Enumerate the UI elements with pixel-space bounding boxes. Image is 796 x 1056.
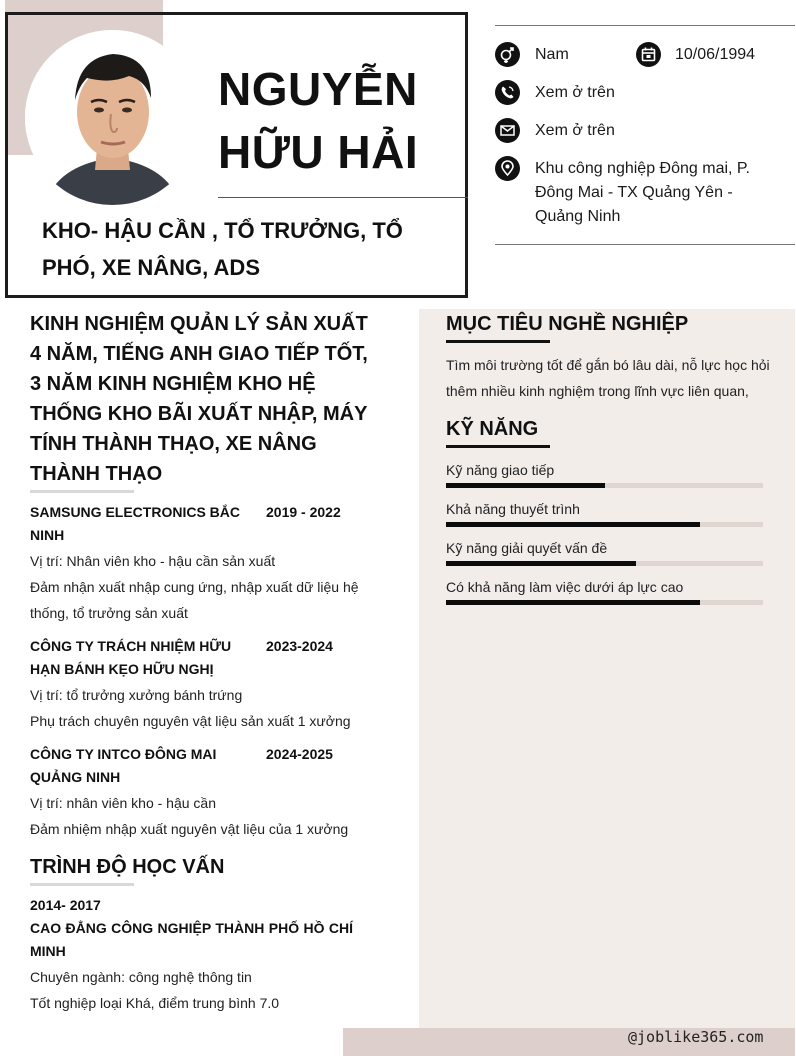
skill-bar-track [446,522,763,527]
job-line: Phụ trách chuyên nguyên vật liệu sản xuất 1 xưởng [30,713,351,729]
name-divider [218,197,468,198]
objective-text: Tìm môi trường tốt để gắn bó lâu dài, nỗ lực học hỏi thêm nhiều kinh nghiệm trong lĩnh vực liên quan, [446,357,770,399]
skill-bar-fill [446,522,700,527]
job-line: Vị trí: tổ trưởng xưởng bánh trứng [30,687,243,703]
skill-label: Khả năng thuyết trình [446,501,580,517]
skills-underline [446,445,550,448]
location-icon [495,156,520,181]
avatar-portrait [25,30,200,205]
gender-icon [495,42,520,67]
education-result: Tốt nghiệp loại Khá, điểm trung bình 7.0 [30,995,280,1011]
phone-value: Xem ở trên [535,84,615,101]
job-line: Đảm nhiệm nhập xuất nguyên vật liệu của 1 xưởng [30,821,349,837]
skill-label: Kỹ năng giao tiếp [446,462,555,478]
job-period: 2019 - 2022 [266,504,341,520]
education-period: 2014- 2017 [30,897,101,913]
birthday-value: 10/06/1994 [675,46,756,63]
job-line: Vị trí: Nhân viên kho - hậu cần sản xuất [30,553,276,569]
job-period: 2023-2024 [266,638,333,654]
watermark: @joblike365.com [628,1028,764,1046]
skill-bar-track [446,561,763,566]
job-company: CÔNG TY TRÁCH NHIỆM HỮU HẠN BÁNH KẸO HỮU NGHỊ [30,638,232,677]
phone-icon [495,80,520,105]
job-company: CÔNG TY INTCO ĐÔNG MAI QUẢNG NINH [30,746,217,785]
education-school: CAO ĐẲNG CÔNG NGHIỆP THÀNH PHỐ HỒ CHÍ MINH [30,920,353,959]
skill-bar-track [446,483,763,488]
skills-title: KỸ NĂNG [446,418,539,440]
objective-title: MỤC TIÊU NGHỀ NGHIỆP [446,313,689,335]
skill-bar-fill [446,561,636,566]
address-value: Khu công nghiệp Đông mai, P. Đông Mai - TX Quảng Yên - Quảng Ninh [535,160,750,225]
job-line: Đảm nhận xuất nhập cung ứng, nhập xuất dữ liệu hệ thống, tổ trưởng sản xuất [30,579,359,621]
skill-label: Có khả năng làm việc dưới áp lực cao [446,579,684,595]
email-icon [495,118,520,143]
contact-divider-top [495,25,795,26]
skill-bar-fill [446,600,700,605]
job-company: SAMSUNG ELECTRONICS BẮC NINH [30,504,241,543]
avatar [25,30,200,205]
education-underline [30,883,134,886]
objective-underline [446,340,550,343]
gender-value: Nam [535,46,569,63]
skill-bar-track [446,600,763,605]
education-title: TRÌNH ĐỘ HỌC VẤN [30,856,225,878]
skill-label: Kỹ năng giải quyết vấn đề [446,540,608,556]
job-line: Vị trí: nhân viên kho - hậu cần [30,795,216,811]
summary-underline [30,490,134,493]
contact-divider-bottom [495,244,795,245]
job-period: 2024-2025 [266,746,333,762]
skill-bar-fill [446,483,605,488]
email-value: Xem ở trên [535,122,615,139]
calendar-icon [636,42,661,67]
candidate-name: NGUYỄN HỮU HẢI [218,63,419,178]
desired-position: KHO- HẬU CẦN , TỔ TRƯỞNG, TỔ PHÓ, XE NÂNG, ADS [42,218,403,280]
education-major: Chuyên ngành: công nghệ thông tin [30,969,252,985]
experience-summary: KINH NGHIỆM QUẢN LÝ SẢN XUẤT 4 NĂM, TIẾNG ANH GIAO TIẾP TỐT, 3 NĂM KINH NGHIỆM KHO HỆ THỐNG KHO BÃI XUẤT NHẬP, MÁY TÍNH THÀNH THẠO, XE NÂNG THÀNH THẠO [30,313,368,485]
